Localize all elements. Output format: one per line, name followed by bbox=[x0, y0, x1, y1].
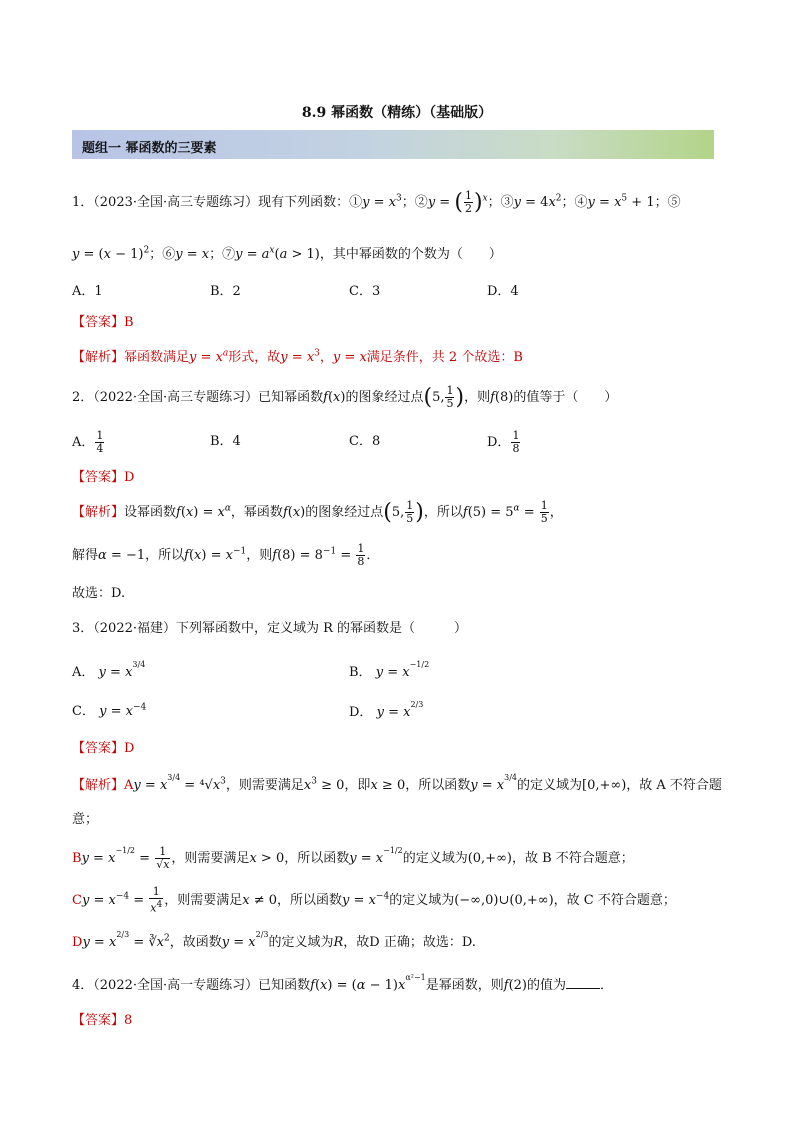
q2-option-c[interactable]: C．8 bbox=[349, 434, 381, 449]
q3-option-b[interactable]: B． $y = x^{-1/2}$ bbox=[349, 660, 430, 680]
q3-option-d[interactable]: D． $y = x^{2/3}$ bbox=[349, 700, 424, 720]
q2-conclusion: 故选：D. bbox=[72, 586, 126, 601]
question-2: 2．（2022·全国·高三专题练习）已知幂函数f(x)的图象经过点(5, $\frac{1}{5}$ )，则f(8)的值等于（ ） bbox=[72, 384, 618, 410]
q1-option-b[interactable]: B．2 bbox=[210, 284, 241, 299]
q3-analysis-d: $Dy = x^{2/3}$ = $∛x^2$，故函数$y = x^{2/3}$的定义域为R，故D 正确；故选：D. bbox=[72, 930, 476, 950]
q1-option-a[interactable]: A．1 bbox=[72, 284, 103, 299]
answer-blank[interactable] bbox=[566, 976, 600, 989]
question-4: 4．（2022·全国·高一专题练习）已知函数$f(x) = (\alpha - 1)x^{\alpha^2-1}$是幂函数，则f(2)的值为 ． bbox=[72, 973, 614, 993]
q2-option-b[interactable]: B．4 bbox=[210, 434, 241, 449]
q4-answer: 【答案】8 bbox=[72, 1013, 133, 1028]
question-3: 3．（2022·福建）下列幂函数中，定义域为 R 的幂函数是（ ） bbox=[72, 621, 468, 636]
q2-answer: 【答案】D bbox=[72, 470, 135, 485]
question-1-line2: $y = (x - 1)^2$；⑥y = x；⑦y = $a^x(a > 1)$，其中幂函数的个数为（ ） bbox=[72, 245, 502, 262]
q3-option-a[interactable]: A． $y = x^{3/4}$ bbox=[72, 660, 146, 680]
q3-analysis-a-line2: 意； bbox=[72, 812, 99, 827]
q1-answer: 【答案】B bbox=[72, 315, 134, 330]
q3-analysis-b: $By = x^{-1/2}$ = $\frac{1}{√x}$ ，则需要满足x > 0，所以函数$y = x^{-1/2}$的定义域为(0,+∞)，故 B 不符合题意； bbox=[72, 845, 634, 871]
q3-answer: 【答案】D bbox=[72, 741, 135, 756]
page-title: 8.9 幂函数（精练）（基础版） bbox=[301, 105, 493, 121]
q2-option-d[interactable]: D． $\frac{1}{8}$ bbox=[487, 429, 520, 455]
q1-option-c[interactable]: C．3 bbox=[349, 284, 381, 299]
q2-option-a[interactable]: A． $\frac{1}{4}$ bbox=[72, 429, 104, 455]
q3-option-c[interactable]: C． $y = x^{-4}$ bbox=[72, 702, 147, 719]
q3-analysis-c: $Cy = x^{-4}$ = $\frac{1}{x^4}$ ，则需要满足x ≠ 0，所以函数$y = x^{-4}$的定义域为(−∞,0)∪(0,+∞)，故 C 不符合题意； bbox=[72, 885, 676, 915]
question-1: 1．（2023·全国·高三专题练习）现有下列函数：①y = $x^3$；②y = ( $\frac{1}{2}$ )$^x$；③y = $4x^2$；④y = $x^5 + 1$；⑤ bbox=[72, 189, 681, 215]
q2-analysis-line2: 解得α = −1，所以$f(x) = x^{-1}$，则$f(8) = 8^{-1}$ = $\frac{1}{8}$ ． bbox=[72, 542, 380, 568]
q3-analysis-a: 【解析】$Ay = x^{3/4} = ^4√x^3$，则需要满足$x^3 \ge 0$，即x ≥ 0，所以函数$y = x^{3/4}$的定义域为[0,+∞)，故 A 不符合题 bbox=[72, 773, 722, 793]
section-banner-label: 题组一 幂函数的三要素 bbox=[82, 141, 217, 156]
q1-option-d[interactable]: D．4 bbox=[487, 284, 519, 299]
q1-analysis: 【解析】幂函数满足$y = x^a$形式，故$y = x^3$，y = x满足条件，共 2 个故选：B bbox=[72, 348, 523, 365]
q2-analysis: 【解析】设幂函数$f(x) = x^\alpha$，幂函数f(x)的图象经过点(5, $\frac{1}{5}$ )，所以$f(5) = 5^\alpha$ = $\frac{1}{5}$ ， bbox=[72, 499, 563, 525]
